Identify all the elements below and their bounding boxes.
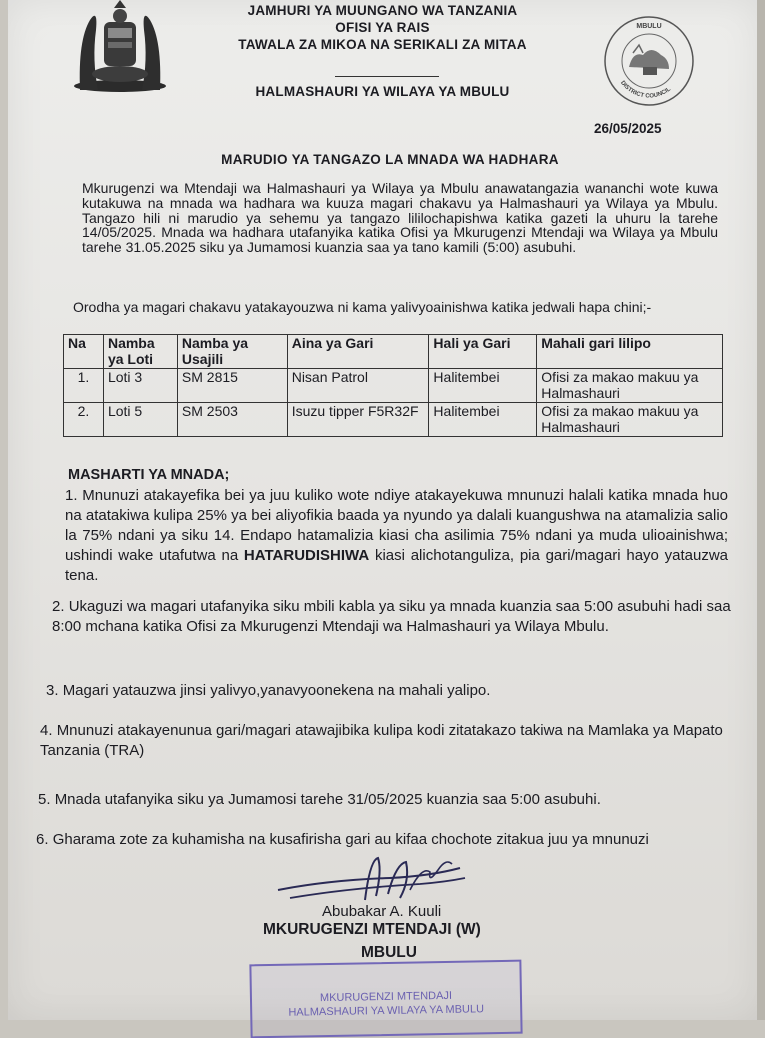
condition-text: Ukaguzi wa magari utafanyika siku mbili kabla ya siku ya mnada kuanzia saa 5:00 asubuhi hadi saa 8:00 mchana katika Ofisi za Mkurugenzi Mtendaji wa Halmashauri ya Wilaya Mbulu.: [52, 598, 731, 635]
table-cell: SM 2815: [177, 369, 287, 403]
condition-text: Mnada utafanyika siku ya Jumamosi tarehe 31/05/2025 kuanzia saa 5:00 asubuhi.: [54, 791, 601, 808]
table-header-cell: Na: [64, 335, 104, 369]
stamp-line-2: HALMASHAURI YA WILAYA YA MBULU: [288, 1003, 485, 1019]
vehicles-table: [63, 334, 723, 437]
signatory-name: Abubakar A. Kuuli: [322, 903, 442, 920]
condition-number: 1.: [65, 487, 78, 504]
table-cell: SM 2503: [177, 403, 287, 437]
official-stamp: [249, 960, 522, 1038]
table-row: [64, 369, 723, 403]
document-date: 26/05/2025: [594, 121, 662, 136]
condition-text: Magari yatauzwa jinsi yalivyo,yanavyoonekena na mahali yalipo.: [62, 682, 491, 699]
list-intro: Orodha ya magari chakavu yatakayouzwa ni kama yalivyoainishwa katika jedwali hapa chini;-: [73, 299, 652, 315]
table-cell: 2.: [64, 403, 104, 437]
condition-text: Gharama zote za kuhamisha na kusafirisha gari au kifaa chochote zitakua juu ya mnunuzi: [52, 831, 649, 848]
condition-number: 3.: [46, 682, 59, 699]
condition-bold-text: HATARUDISHIWA: [243, 547, 370, 564]
condition-number: 4.: [40, 722, 53, 739]
table-header-cell: Namba ya Loti: [103, 335, 177, 369]
condition-number: 5.: [38, 791, 51, 808]
intro-text: Mkurugenzi wa Mtendaji wa Halmashauri ya Wilaya ya Mbulu anawatangazia wananchi wote kuwa kutakuwa na mnada wa hadhara wa kuuza magari chakavu ya Halmashauri ya Wilaya ya Mbulu. Tangazo hili ni marudio ya sehemu ya tangazo lililochapishwa katika gazeti la uhuru la tarehe 14/05/2025. Mnada wa hadhara utafanyika katika Ofisi ya Mkurugenzi Mtendaji wa Wilaya ya Mbulu tarehe 31.05.2025 siku ya Jumamosi kuanzia saa ya tano kamili (5:00) asubuhi.: [82, 180, 718, 256]
table-header-cell: Namba ya Usajili: [177, 335, 287, 369]
condition-item: [46, 681, 736, 701]
table-header-row: [64, 335, 723, 369]
intro-paragraph: [82, 181, 718, 255]
condition-item: [38, 790, 743, 810]
logo-top-text: MBULU: [636, 23, 662, 30]
condition-text: kiasi alichotanguliza, pia gari/magari hayo yatauzwa tena.: [65, 547, 729, 584]
table-cell: Ofisi za makao makuu ya Halmashauri: [537, 403, 723, 437]
condition-text: Mnunuzi atakayenunua gari/magari atawajibika kulipa kodi zitatakazo takiwa na Mamlaka ya Mapato Tanzania (TRA): [40, 722, 723, 759]
condition-item: [36, 830, 751, 850]
table-cell: 1.: [64, 369, 104, 403]
table-row: [64, 403, 723, 437]
table-cell: Isuzu tipper F5R32F: [287, 403, 429, 437]
table-header-cell: Aina ya Gari: [287, 335, 429, 369]
table-cell: Halitembei: [429, 369, 537, 403]
table-header-cell: Hali ya Gari: [429, 335, 537, 369]
document-title: MARUDIO YA TANGAZO LA MNADA WA HADHARA: [221, 152, 559, 167]
header-line-2: OFISI YA RAIS: [335, 20, 430, 35]
table-header-cell: Mahali gari lilipo: [537, 335, 723, 369]
table-cell: Nisan Patrol: [287, 369, 429, 403]
header-divider: [335, 76, 439, 77]
condition-number: 2.: [52, 598, 65, 615]
table-cell: Ofisi za makao makuu ya Halmashauri: [537, 369, 723, 403]
header-line-3: TAWALA ZA MIKOA NA SERIKALI ZA MITAA: [238, 37, 527, 52]
condition-item: [65, 486, 728, 586]
condition-text: Mnunuzi atakayefika bei ya juu kuliko wote ndiye atakayekuwa mnunuzi halali katika mnada huo na atatakiwa kulipa 25% ya bei aliyofikia baada ya nyundo ya dalali kuangushwa na atamalizia salio la 75% ndani ya siku 14. Endapo hatamalizia kiasi cha asilimia 75% ndani ya muda ulioainishwa; ushindi wake utafutwa na: [65, 487, 729, 564]
condition-number: 6.: [36, 831, 49, 848]
table-cell: Loti 3: [103, 369, 177, 403]
signatory-place: MBULU: [361, 944, 417, 961]
table-cell: Halitembei: [429, 403, 537, 437]
condition-item: [40, 721, 745, 761]
logo-bottom-text: DISTRICT COUNCIL: [619, 80, 673, 100]
stamp-line-1: MKURUGENZI MTENDAJI: [319, 989, 453, 1005]
condition-item: [52, 597, 742, 637]
header-line-1: JAMHURI YA MUUNGANO WA TANZANIA: [247, 3, 518, 18]
table-cell: Loti 5: [103, 403, 177, 437]
signatory-title: MKURUGENZI MTENDAJI (W): [263, 921, 481, 938]
conditions-heading: MASHARTI YA MNADA;: [68, 467, 230, 483]
council-name: HALMASHAURI YA WILAYA YA MBULU: [255, 84, 510, 99]
